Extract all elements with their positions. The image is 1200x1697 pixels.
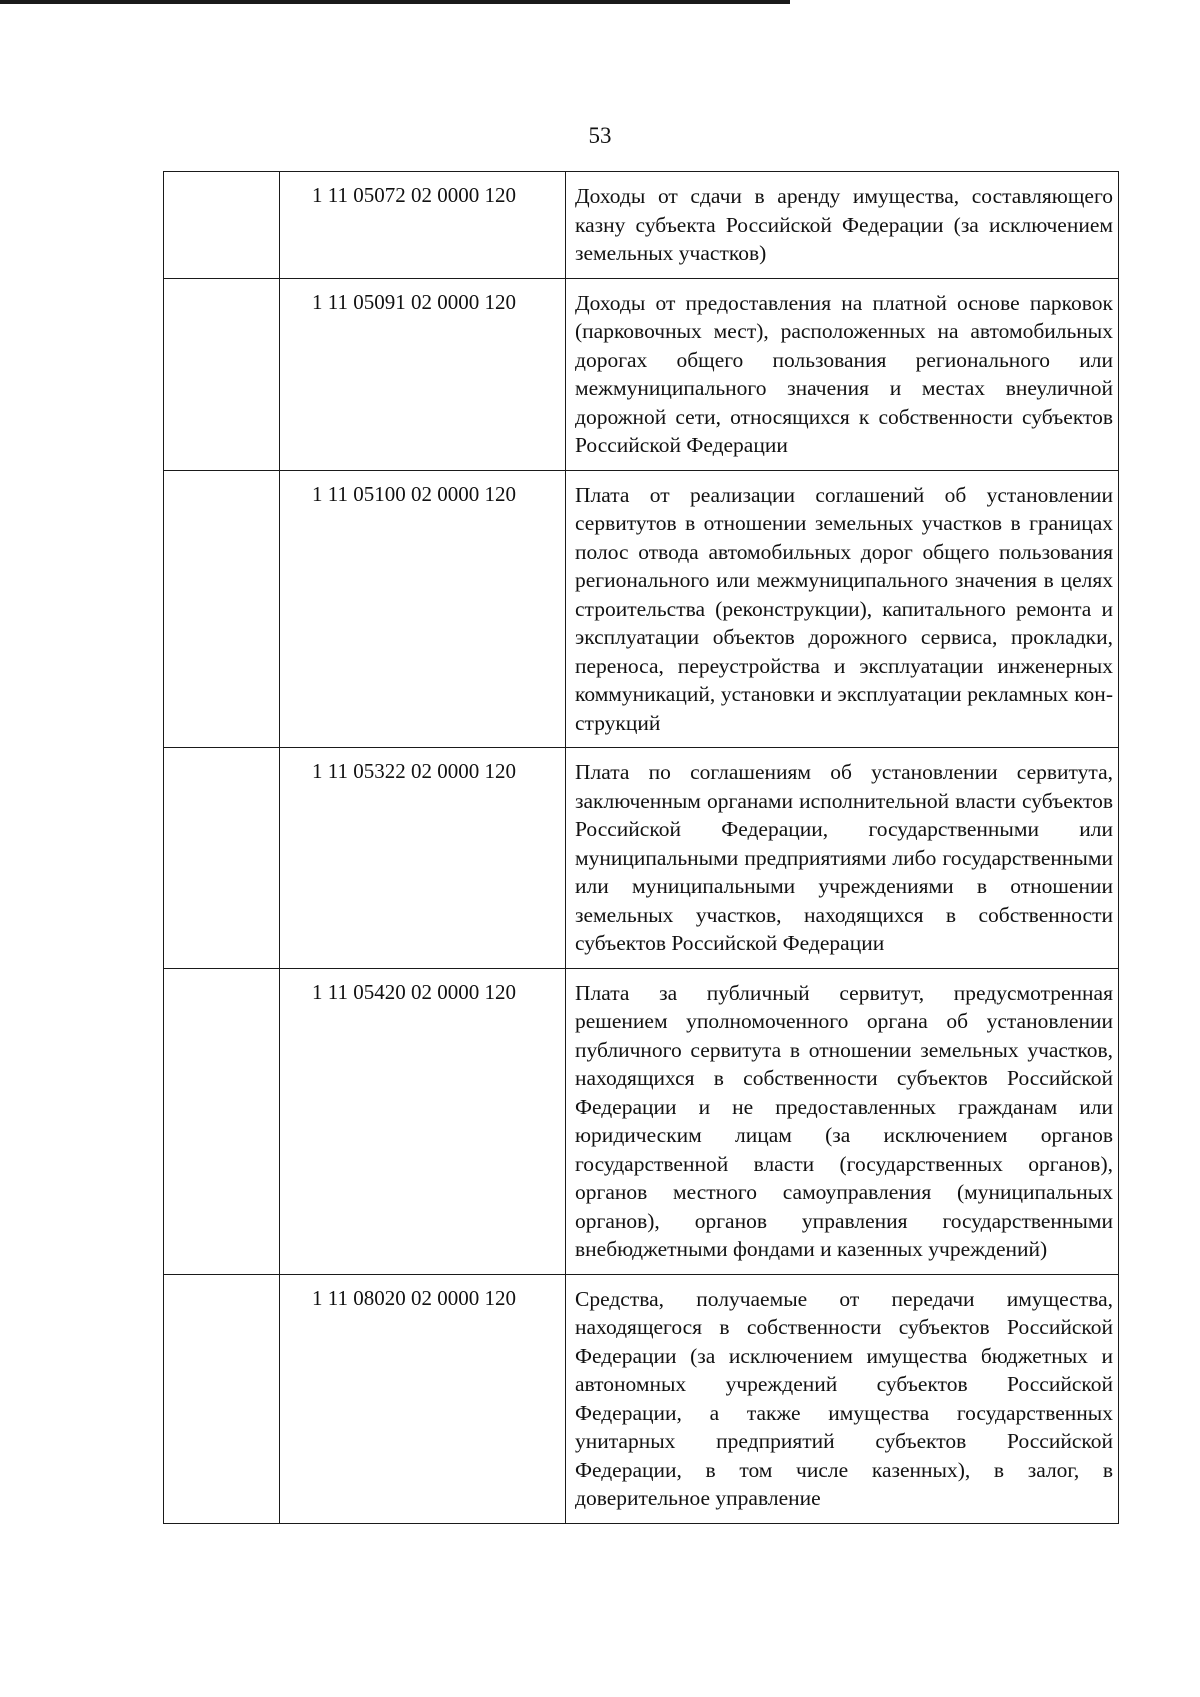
- budget-code-cell: 1 11 05420 02 0000 120: [280, 968, 566, 1274]
- revenue-description-cell: Плата от реализации соглашений об установлении сервитутов в отношении земельных участков в границах полос отвода автомобильных дорог общего пользования регионального или межмуниципального значения в целях строительства (реконструкции), капитального ремонта и эксплуатации объектов дорожного сервиса, прокладки, переноса, переустройства и эксплуатации инженерных коммуникаций, установки и эксплуатации рекламных конструкций: [566, 470, 1119, 748]
- budget-code-cell: 1 11 05100 02 0000 120: [280, 470, 566, 748]
- budget-code-cell: 1 11 05091 02 0000 120: [280, 278, 566, 470]
- revenue-codes-table: [163, 171, 1119, 1524]
- admin-code-cell: [164, 172, 280, 279]
- revenue-description-cell: Плата по соглашениям об установлении сервитута, заключенным органами исполнительной власти субъектов Российской Федерации, государственными или муниципальными предприятиями либо государственными или муниципальными учреждениями в отношении земельных участков, находящихся в собственности субъектов Российской Федерации: [566, 748, 1119, 969]
- admin-code-cell: [164, 470, 280, 748]
- table-row: [164, 748, 1119, 969]
- admin-code-cell: [164, 1274, 280, 1523]
- table-row: [164, 470, 1119, 748]
- admin-code-cell: [164, 968, 280, 1274]
- page-number: 53: [588, 123, 612, 148]
- admin-code-cell: [164, 278, 280, 470]
- revenue-description-cell: Доходы от сдачи в аренду имущества, составляющего казну субъекта Российской Федерации (за исключением земельных участков): [566, 172, 1119, 279]
- table-row: [164, 1274, 1119, 1523]
- revenue-description-cell: Средства, получаемые от передачи имущества, находящегося в собственности субъектов Российской Федерации (за исключением имущества бюджетных и автономных учреждений субъектов Российской Федерации, а также имущества государственных унитарных предприятий субъектов Российской Федерации, в том числе казенных), в залог, в доверительное управление: [566, 1274, 1119, 1523]
- revenue-description-cell: Доходы от предоставления на платной основе парковок (парковочных мест), расположенных на автомобильных дорогах общего пользования регионального или межмуниципального значения и местах внеуличной дорожной сети, относящихся к собственности субъектов Российской Федерации: [566, 278, 1119, 470]
- table-row: [164, 172, 1119, 279]
- top-border-line: [0, 0, 790, 4]
- admin-code-cell: [164, 748, 280, 969]
- table-row: [164, 968, 1119, 1274]
- table-row: [164, 278, 1119, 470]
- revenue-description-cell: Плата за публичный сервитут, предусмотренная решением уполномоченного органа об установлении публичного сервитута в отношении земельных участков, находящихся в собственности субъектов Российской Федерации и не предоставленных гражданам или юридическим лицам (за исключением органов государственной власти (государственных органов), органов местного самоуправления (муниципальных органов), органов управления государственными внебюджетными фондами и казенных учреждений): [566, 968, 1119, 1274]
- budget-code-cell: 1 11 05072 02 0000 120: [280, 172, 566, 279]
- budget-code-cell: 1 11 08020 02 0000 120: [280, 1274, 566, 1523]
- budget-code-cell: 1 11 05322 02 0000 120: [280, 748, 566, 969]
